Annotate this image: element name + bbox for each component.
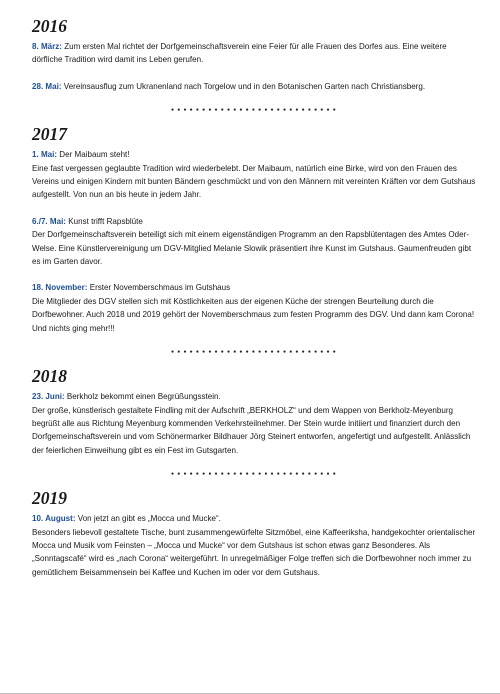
year-heading: 2016 bbox=[32, 16, 67, 36]
entry-title: Kunst trifft Rapsblüte bbox=[68, 216, 143, 226]
entry-date: 23. Juni: bbox=[32, 392, 65, 402]
year-heading: 2017 bbox=[32, 124, 67, 145]
year-heading: 2018 bbox=[32, 366, 67, 387]
entry-text: Der Dorfgemeinschaftsverein beteiligt sich mit einem eigenständigen Programm an den Rapsblütentagen des Amtes Oder-Welse. Eine Künstlervereinigung um DGV-Mitglied Melanie Slowik präsentiert ihre Kunst im Gutshaus. Gaumenfreuden gibt es im Garten davor. bbox=[32, 230, 472, 267]
entry-text: Der große, künstlerisch gestaltete Findling mit der Aufschrift „BERKHOLZ“ und dem Wappen von Berkholz-Meyenburg begrüßt alle aus Richtung Meyenburg kommenden Verkehrsteilnehmer. Der Stein wurde initiiert und finanziert durch den Dorfgemeinschaftsverein und vom Schönermarker Bildhauer Jörg Steinert entworfen, angefertigt und aufgestellt. Anlässlich der feierlichen Einweihung gibt es ein Fest im Gutsgarten. bbox=[32, 405, 471, 455]
year-heading: 2019 bbox=[32, 488, 67, 509]
dot-divider: ●●●●●●●●●●●●●●●●●●●●●●●●●●● bbox=[171, 471, 339, 478]
dot-divider: ●●●●●●●●●●●●●●●●●●●●●●●●●●● bbox=[171, 349, 339, 356]
entry-date: 6./7. Mai: bbox=[32, 216, 66, 226]
chronicle-entry bbox=[32, 215, 478, 269]
entry-title: Der Maibaum steht! bbox=[59, 150, 130, 160]
entry-text: Eine fast vergessen geglaubte Tradition wird wiederbelebt. Der Maibaum, natürlich eine Birke, wird von den Frauen des Vereins und einigen Kindern mit bunten Bändern geschmückt und von den Männern mit vereinten Kräften vor dem Gutshaus aufgestellt. Von nun an bis heute in jedem Jahr. bbox=[32, 163, 476, 200]
chronicle-entry bbox=[32, 40, 478, 67]
entry-title: Berkholz bekommt einen Begrüßungsstein. bbox=[66, 392, 221, 402]
entry-text: Vereinsausflug zum Ukranenland nach Torgelow und in den Botanischen Garten nach Christiansberg. bbox=[63, 81, 426, 91]
chronicle-entry bbox=[32, 512, 478, 579]
chronicle-entry bbox=[32, 390, 478, 457]
entry-text: Zum ersten Mal richtet der Dorfgemeinschaftsverein eine Feier für alle Frauen des Dorfes aus. Eine weitere dörfliche Tradition wird damit ins Leben gerufen. bbox=[32, 42, 447, 65]
chronicle-entry bbox=[32, 80, 478, 93]
entry-date: 8. März: bbox=[32, 42, 62, 51]
chronicle-page bbox=[32, 16, 478, 592]
entry-title: Erster Novemberschmaus im Gutshaus bbox=[89, 283, 231, 293]
entry-text: Die Mitglieder des DGV stellen sich mit Köstlichkeiten aus der eigenen Küche der strengen Beurteilung durch die Dorfbewohner. Auch 2018 und 2019 gehört der Novemberschmaus zum festen Programm des DGV. Und dann kam Corona! Und nichts ging mehr!!! bbox=[32, 296, 475, 333]
dot-divider: ●●●●●●●●●●●●●●●●●●●●●●●●●●● bbox=[171, 107, 339, 114]
entry-text: Besonders liebevoll gestaltete Tische, bunt zusammengewürfelte Sitzmöbel, eine Kaffeeriksha, handgekochter orientalischer Mocca und Musik vom Feinsten – „Mocca und Mucke“ vor dem Gutshaus ist schon etwas ganz Besonderes. Als „Sonntagscafé“ wird es „nach Corona“ weitergeführt. In unregelmäßiger Folge treffen sich die Dorfbewohner noch immer zu gemütlichem Beisammensein bei Kaffee und Kuchen im oder vor dem Gutshaus. bbox=[32, 527, 476, 577]
entry-date: 28. Mai: bbox=[32, 81, 62, 91]
chronicle-entry bbox=[32, 148, 478, 202]
entry-date: 1. Mai: bbox=[32, 150, 58, 160]
entry-date: 10. August: bbox=[32, 514, 76, 524]
chronicle-entry bbox=[32, 281, 478, 335]
entry-date: 18. November: bbox=[32, 283, 88, 293]
entry-title: Von jetzt an gibt es „Mocca und Mucke“. bbox=[77, 514, 221, 524]
